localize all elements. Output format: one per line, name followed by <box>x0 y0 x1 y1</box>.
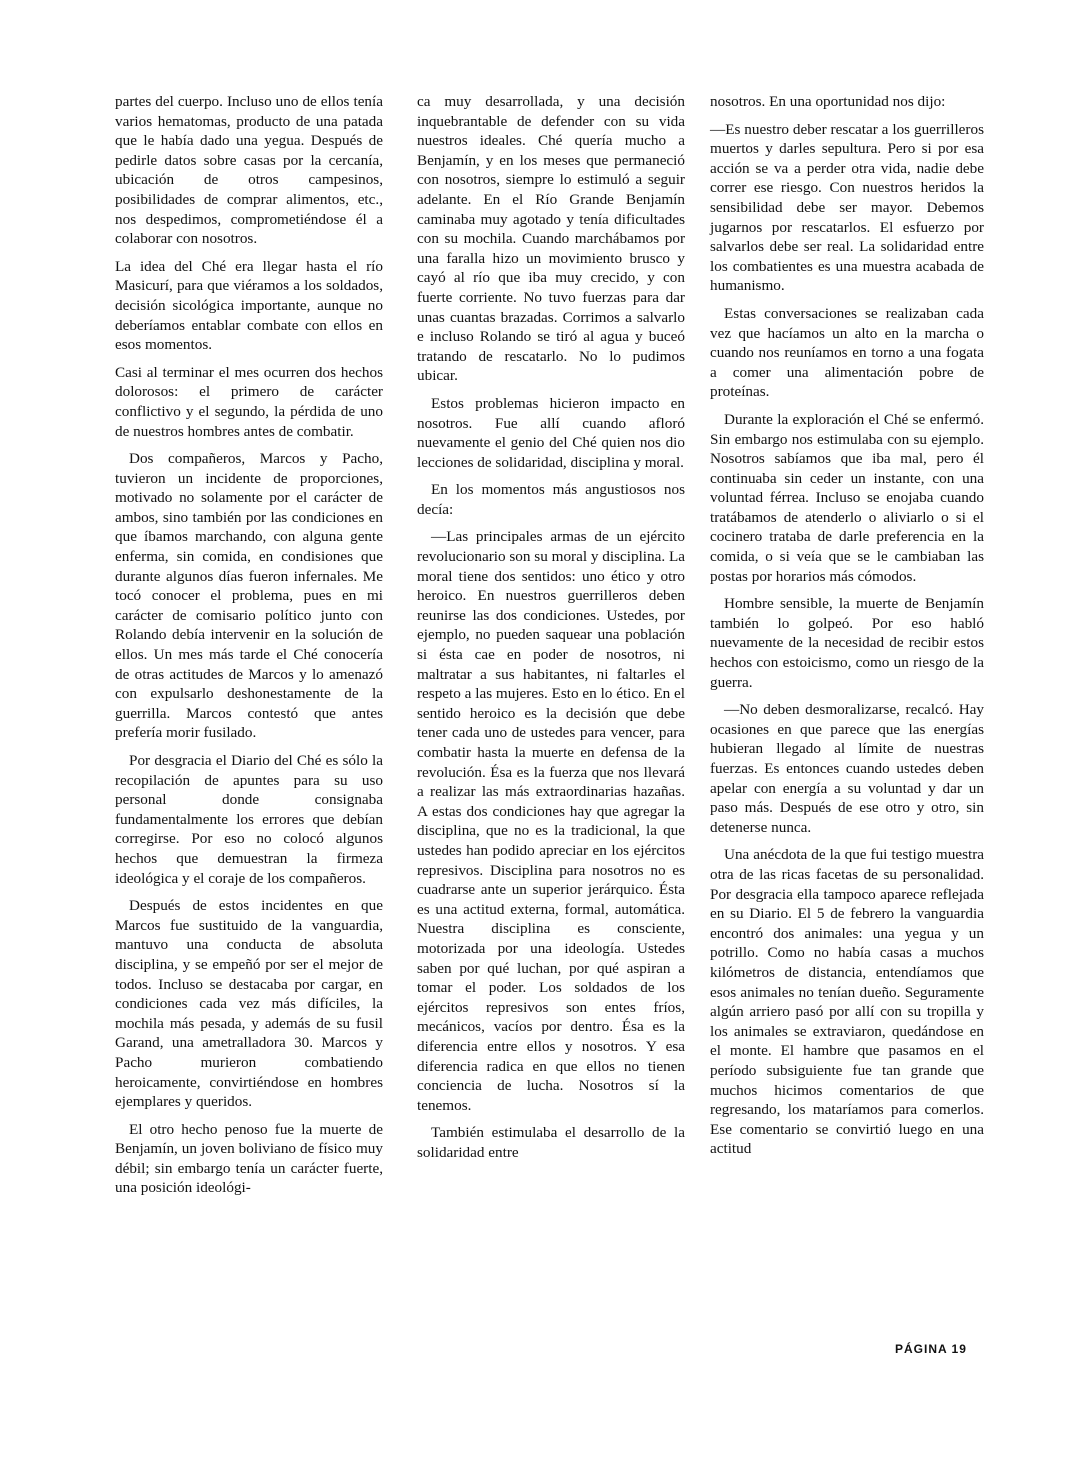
paragraph: Una anécdota de la que fui testigo muestra otra de las ricas facetas de su personalidad. Por desgracia ella tampoco aparece reflejada en su Diario. El 5 de febrero la vanguardia encontró dos animales: una yegua y un potrillo. Como no había casas a muchos kilómetros de distancia, entendíamos que esos animales no tenían dueño. Seguramente algún arriero pasó por allí con su tropilla y los animales se extraviaron, quedándose en el monte. El hambre que pasamos en el período subsiguiente fue tan grande que muchos hicimos comentarios de que regresando, los mataríamos para comerlos. Ese comentario se convirtió luego en una actitud <box>710 846 984 1158</box>
paragraph: Estas conversaciones se realizaban cada vez que hacíamos un alto en la marcha o cuando nos reuníamos en torno a una fogata a comer una alimentación pobre de proteínas. <box>710 304 984 401</box>
text-column-1 <box>115 92 383 1206</box>
paragraph: Por desgracia el Diario del Ché es sólo la recopilación de apuntes para su uso personal donde consignaba fundamentalmente los errores que debían corregirse. Por eso no colocó algunos hechos que demuestran la firmeza ideológica y el coraje de los compañeros. <box>115 752 383 887</box>
paragraph: La idea del Ché era llegar hasta el río Masicurí, para que viéramos a los soldados, decisión sicológica importante, aunque no deberíamos entablar combate con ellos en esos momentos. <box>115 257 383 354</box>
text-column-2 <box>417 92 685 1170</box>
page-number: PÁGINA 19 <box>895 1342 967 1356</box>
paragraph: También estimulaba el desarrollo de la solidaridad entre <box>417 1124 685 1161</box>
paragraph: —Es nuestro deber rescatar a los guerrilleros muertos y darles sepultura. Pero si por esa acción se va a perder otra vida, nadie debe correr ese riesgo. Con nuestros heridos la sensibilidad debe ser mayor. Debemos jugarnos por rescatarlos. El esfuerzo por salvarlos debe ser real. La solidaridad entre los combatientes es una muestra acabada de humanismo. <box>710 120 984 295</box>
paragraph: Hombre sensible, la muerte de Benjamín también lo golpeó. Por eso habló nuevamente de la necesidad de recibir estos hechos con estoicismo, como un riesgo de la guerra. <box>710 595 984 691</box>
paragraph: Después de estos incidentes en que Marcos fue sustituido de la vanguardia, mantuvo una conducta de absoluta disciplina, y se empeñó por ser el mejor de todos. Incluso se destacaba por cargar, en condiciones cada vez más difíciles, la mochila más pesada, y además de su fusil Garand, una ametralladora 30. Marcos y Pacho murieron combatiendo heroicamente, convirtiéndose en hombres ejemplares y queridos. <box>115 897 383 1111</box>
paragraph: —No deben desmoralizarse, recalcó. Hay ocasiones en que parece que las energías hubieran llegado al límite de nuestras fuerzas. Es entonces cuando ustedes deben apelar con energía a su voluntad y dar un paso más. Después de ese otro y otro, sin detenerse nunca. <box>710 701 984 836</box>
paragraph: Durante la exploración el Ché se enfermó. Sin embargo nos estimulaba con su ejemplo. Nosotros sabíamos que iba mal, pero él continuaba sin ceder un instante, con una voluntad férrea. Incluso se enojaba cuando tratábamos de atenderlo o aliviarlo o si el cocinero trataba de darle preferencia en la comida, o si veía que se le cambiaban las postas por horarios más cómodos. <box>710 410 984 585</box>
paragraph: El otro hecho penoso fue la muerte de Benjamín, un joven boliviano de físico muy débil; sin embargo tenía un carácter fuerte, una posición ideológi- <box>115 1120 383 1197</box>
paragraph: Casi al terminar el mes ocurren dos hechos dolorosos: el primero de carácter conflictivo y el segundo, la pérdida de uno de nuestros hombres antes de combatir. <box>115 363 383 440</box>
paragraph: partes del cuerpo. Incluso uno de ellos tenía varios hematomas, producto de una patada que le había dado una yegua. Después de pedirle datos sobre casas por la cercanía, ubicación de otros campesinos, posibilidades de comprar alimentos, etc., nos despedimos, comprometiéndose él a colaborar con nosotros. <box>115 93 383 248</box>
paragraph: Dos compañeros, Marcos y Pacho, tuvieron un incidente de proporciones, motivado no solamente por el carácter de ambos, sino también por las condiciones en que íbamos marchando, con alguna gente enferma, sin comida, en condisiones que durante algunos días fueron infernales. Me tocó conocer el problema, pues en mi carácter de comisario político junto con Rolando debía intervenir en la solución de ellos. Un mes más tarde el Ché conocería de otras actitudes de Marcos y lo amenazó con expulsarlo deshonestamente de la guerrilla. Marcos contestó que antes prefería morir fusilado. <box>115 450 383 742</box>
text-column-3 <box>710 92 984 1167</box>
paragraph: Estos problemas hicieron impacto en nosotros. Fue allí cuando afloró nuevamente el genio del Ché quien nos dio lecciones de solidaridad, disciplina y moral. <box>417 394 685 471</box>
paragraph: En los momentos más angustiosos nos decía: <box>417 481 685 518</box>
paragraph: ca muy desarrollada, y una decisión inquebrantable de defender con su vida nuestros ideales. Ché quería mucho a Benjamín, y en los meses que permaneció con nosotros, siempre lo estimuló a seguir adelante. En el Río Grande Benjamín caminaba muy agotado y tenía dificultades con su mochila. Cuando marchábamos por una faralla hizo un movimiento brusco y cayó al río que iba muy crecido, y con fuerte corriente. No tuvo fuerzas para dar unas cuantas brazadas. Corrimos a salvarlo e incluso Rolando se tiró al agua y buceó tratando de rescatarlo. No lo pudimos ubicar. <box>417 93 685 385</box>
paragraph: nosotros. En una oportunidad nos dijo: <box>710 93 946 110</box>
paragraph: —Las principales armas de un ejército revolucionario son su moral y disciplina. La moral tiene dos sentidos: uno ético y otro heroico. En nuestros guerrilleros deben reunirse las dos condiciones. Ustedes, por ejemplo, no pueden saquear una población si ésta cae en poder de nosotros, ni maltratar a sus habitantes, ni faltarles el respeto a las mujeres. Esto en lo ético. En el sentido heroico es la decisión que debe tener cada uno de ustedes para vencer, para combatir hasta la muerte en defensa de la revolución. Ésa es la fuerza que nos llevará a realizar las más extraordinarias hazañas. A estas dos condiciones hay que agregar la disciplina, que no es la tradicional, la que ustedes han podido apreciar en los ejércitos represivos. Disciplina para nosotros no es cuadrarse ante un superior jerárquico. Ésta es una actitud externa, formal, automática. Nuestra disciplina es consciente, motorizada por una ideología. Ustedes saben por qué luchan, por qué aspiran a tomar el poder. Los soldados de los ejércitos represivos son entes fríos, mecánicos, vacíos por dentro. Ésa es la diferencia entre ellos y nosotros. Y esa diferencia radica en que ellos no tienen conciencia de lucha. Nosotros sí la tenemos. <box>417 528 685 1114</box>
